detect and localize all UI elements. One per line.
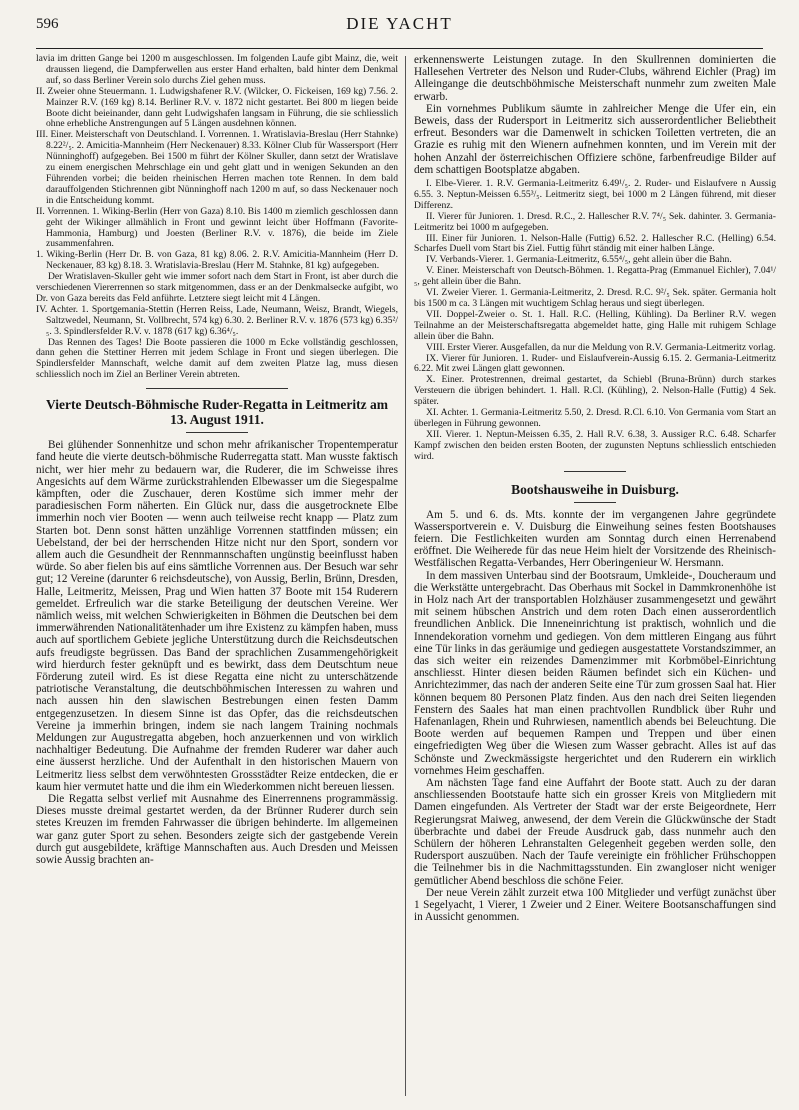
rowing-results-continued [36, 54, 398, 381]
article-paragraph: Der neue Verein zählt zurzeit etwa 100 Mitglieder und verfügt zunächst über 1 Segelyacht, 1 Vierer, 1 Zweier und 2 Einer. Weitere Bootsanschaffungen sind in Aussicht genommen. [414, 886, 776, 924]
result-paragraph: III. Einer für Junioren. 1. Nelson-Halle (Futtig) 6.52. 2. Hallescher R.C. (Helling) 6.54. Scharfes Duell vom Start bis Ziel. Futtig führt ständig mit einer halben Länge. [414, 232, 776, 255]
article-paragraph: Ein vornehmes Publikum säumte in zahlreicher Menge die Ufer ein, ein Beweis, dass der Rudersport in Leitmeritz sich ausserordentlicher Beliebtheit erfreut. Besonders war die Damenwelt in schicken Toiletten vertreten, die an Grazie es ruhig mit den Wienern aufnehmen konnten, und im Verein mit der hohen Anzahl der österreichischen Offiziere schöne, farbenfreudige Bilder auf dem schattigen Bootsplatze abgaben. [414, 102, 776, 176]
header-rule [36, 48, 763, 49]
result-paragraph: XII. Vierer. 1. Neptun-Meissen 6.35, 2. Hall R.V. 6.38, 3. Aussiger R.C. 6.48. Scharfer Kampf zwischen den beiden ersten Booten, der zugunsten Neptuns schliesslich entschieden wird. [414, 428, 776, 462]
result-paragraph: IX. Vierer für Junioren. 1. Ruder- und Eislaufverein-Aussig 6.15. 2. Germania-Leitmeritz 6.22. Mit zwei Längen glatt gewonnen. [414, 352, 776, 375]
running-title: DIE YACHT [346, 14, 453, 33]
result-paragraph: 1. Wiking-Berlin (Herr Dr. B. von Gaza, 81 kg) 8.06. 2. R.V. Amicitia-Mannheim (Herr D. Neckenauer, 83 kg) 8.18. 3. Wratislavia-Breslau (Herr M. Stahnke, 81 kg) aufgegeben. [36, 249, 398, 272]
section-separator [574, 502, 616, 503]
regatta-results [414, 179, 776, 463]
article-paragraph: Die Regatta selbst verlief mit Ausnahme des Einerrennens programmässig. Dieses musste dreimal gestartet werden, da der Brünner Ruderer durch sein stetes Kreuzen im fremden Fahrwasser die übrigen behinderte. Im allgemeinen war ganz guter Sport zu sehen. Besonders zeigte sich der gastgebende Verein durch gut ausgebildete, kräftige Mannschaften aus. Auch Dresden und Meissen sowie Aussig brachten an- [36, 793, 398, 867]
result-paragraph: lavia im dritten Gange bei 1200 m ausgeschlossen. Im folgenden Laufe gibt Mainz, die, weit draussen liegend, die Dampferwellen aus erster Hand erhalten, bald hinter dem Denkmal auf, so dass Berliner Verein solo durchs Ziel gehen muss. [36, 53, 398, 86]
left-column [36, 54, 398, 866]
article-paragraph: Am nächsten Tage fand eine Auffahrt der Boote statt. Auch zu der daran anschliessenden Bootstaufe hatte sich ein grosser Kreis von Mitgliedern mit Damen eingefunden. Als Vertreter der Stadt war der erste Beigeordnete, Herr Regierungsrat Maiweg, anwesend, der dem Verein die Glückwünsche der Stadt überbrachte und dabei der Freude Ausdruck gab, dass nunmehr auch den Schülern der höheren Lehranstalten Gelegenheit gegeben werden solle, den Rudersport auszuüben. Nach der Taufe vereinigte ein fröhlicher Frühschoppen die Teilnehmer bis in die Nachmittagsstunden. Ein zwangloser nicht weniger gemütlicher Abend beschloss die schöne Feier. [414, 777, 776, 887]
article-body [36, 439, 398, 866]
result-paragraph: II. Vierer für Junioren. 1. Dresd. R.C., 2. Hallescher R.V. 7⁴/₅ Sek. dahinter. 3. Germania-Leitmeritz bei 1000 m aufgegeben. [414, 210, 776, 233]
page-number: 596 [36, 16, 59, 32]
article-title: Bootshausweihe in Duisburg. [511, 481, 679, 497]
article-paragraph: In dem massiven Unterbau sind der Bootsraum, Umkleide-, Doucheraum und die Werkstätte untergebracht. Das Oberhaus mit Sockel in Dammkronenhöhe ist in Holz nach Art der transportablen Holzhäuser zusammengesetzt und gewährt mit seinem hübschen Anstrich und dem roten Dach einen ausserordentlich freundlichen Anblick. Die Inneneinrichtung ist praktisch, wohnlich und die Innendekoration vornehm und gediegen. Von dem mittleren Eingang aus führt eine Tür links in das geräumige und gediegen ausgestattete Vorstandszimmer, an das sich weiter ein reizendes Damenzimmer mit Korbmöbel-Einrichtung anschliesst. Hinter diesen beiden Räumen befindet sich ein Küchen- und Anrichtezimmer, das nach der anderen Seite eine Tür zum grossen Saal hat. Hier können bequem 80 Personen Platz finden. Aus den nach drei Seiten liegenden Fenstern des Saales hat man einen prachtvollen Rundblick über Ruhr und Hafenanlagen, Rhein und Ruhrwiesen, namentlich abends bei Beleuchtung. Die Boote werden auf bequemen Rampen und Treppen und über einen eingefriedigten Weg über die Wiesen zum Wasser gebracht. Alles ist auf das Schönste und Zweckmässigste hergerichtet und den Ruderern ein wirklich vornehmes Heim geschaffen. [414, 569, 776, 777]
result-paragraph: XI. Achter. 1. Germania-Leitmeritz 5.50, 2. Dresd. R.Cl. 6.10. Von Germania vom Start an überlegen in Führung gewonnen. [414, 407, 776, 429]
result-paragraph: III. Einer. Meisterschaft von Deutschland. I. Vorrennen. 1. Wratislavia-Breslau (Herr Stahnke) 8.22²/₅. 2. Amicitia-Mannheim (Herr Neckenauer) 8.33. Kölner Club für Wassersport (Herr Nünninghoff) aufgegeben. Bei 1500 m führt der Kölner Skuller, dann setzt der Wratislave zu einem energischen Mehrschlage ein und geht glatt und in wenigen Sekunden an den Führenden vorbei; die beiden rheinischen Herren machen tote Rennen. In dem bald darauffolgenden Stichrennen gibt Nünninghoff nach 1200 m auf, so dass Neckenauer noch in die Entscheidung kommt. [36, 129, 398, 206]
page-header [0, 0, 799, 50]
article-paragraph: Am 5. und 6. ds. Mts. konnte der im vergangenen Jahre gegründete Wassersportverein e. V. Duisburg die Einweihung seines festen Bootshauses feiern. Die Festlichkeiten wurden am Sonntag durch einen Herrenabend eröffnet. Die Weiherede für das neue Heim hielt der Vorsitzende des Rheinisch-Westfälischen Regatta-Verbandes, Herr Oberingenieur W. Hersmann. [414, 508, 776, 570]
article-title: Vierte Deutsch-Böhmische Ruder-Regatta in Leitmeritz am 13. August 1911. [45, 397, 389, 428]
result-paragraph: II. Vorrennen. 1. Wiking-Berlin (Herr von Gaza) 8.10. Bis 1400 m ziemlich geschlossen dann geht der Wikinger allmählich in Front und gewinnt leicht über Hoffmann (Favorite-Hammonia, Hamburg) und Joesten (Berliner R.V. v. 1876), die beide im Ziele zusammenfahren. [36, 205, 398, 250]
article-body [414, 509, 776, 924]
result-paragraph: IV. Verbands-Vierer. 1. Germania-Leitmeritz, 6.55⁴/₅, geht allein über die Bahn. [426, 254, 732, 266]
article-paragraph: erkennenswerte Leistungen zutage. In den Skullrennen dominierten die Hallesehen Vertreter des Nelson und Ruder-Clubs, während Eichler (Prag) im Alleingange die deutschböhmische Meisterschaft nunmehr zum zweiten Male erwarb. [414, 54, 776, 103]
article-paragraph: Bei glühender Sonnenhitze und schon mehr afrikanischer Tropentemperatur fand heute die vierte deutsch-böhmische Ruderregatta statt. Man wusste faktisch nicht, wer hier mehr zu bedauern war, die Ruderer, die im Schweisse ihres Angesichts auf dem Wärme zurückstrahlenden Elbewasser um die Siegespalme kämpften, oder die Zuschauer, deren Kostüme sich immer mehr der paradiesischen Form näherten. Ein Glück nur, dass die ausgetrocknete Elbe immerhin noch vier Booten — wenn auch teilweise recht knapp — Platz zum Starten bot. Denn sonst hätten unzählige Vorrennen stattfinden müssen; ein Uebelstand, der bei der herrschenden Hitze nicht nur den Sport, sondern vor allem auch die Gesundheit der Rennmannschaften ungünstig beeinflusst haben würde. So aber fielen bis auf eins sämtliche Vorrennen aus. Der Besuch war sehr gut; 12 Vereine (darunter 6 reichsdeutsche), von Aussig, Berlin, Brünn, Dresden, Halle, Leitmeritz, Meissen, Prag und Wien hatten 37 Boote mit 154 Ruderern gemeldet. Erfreulich war die starke Beteiligung der deutschen Vereine. Wer nämlich weiss, mit welchen Schwierigkeiten in Böhmen die Deutschen bei dem immerwährenden Nationalitätenhader um ihre Existenz zu kämpfen haben, muss auch auf sportlichem Gebiete jegliche Unterstützung durch die Reichsdeutschen aufs freudigste begrüssen. Das Band der sprachlichen Zusammengehörigkeit wird hierdurch fester geknüpft und es bewirkt, dass dem Deutschtum neue Förderung zuteil wird. Es ist diese Regatta eine nicht zu unterschätzende patriotische Veranstaltung, die deutschböhmischen Interessen zu wahren und nach aussen hin den slawischen Bestrebungen einen festen Damm entgegenzusetzen. In diesem Sinne ist das Opfer, das die reichsdeutschen Vereine ja immerhin bringen, indem sie nach langem Training nochmals Meldungen zur Augustregatta abgeben, hoch anzuerkennen und von wirklich nachhaltiger Bedeutung. Die Aufnahme der fremden Ruderer war daher auch eine äusserst herzliche. Und der Aufenthalt in den historischen Mauern von Leitmeritz liess selbst dem verwöhntesten Grossstädter Reize entdecken, die er kaum hier vermutet hatte und die ihm ein Wiederkommen nicht bereuen liessen. [36, 439, 398, 793]
right-column [414, 54, 776, 924]
result-paragraph: VIII. Erster Vierer. Ausgefallen, da nur die Meldung von R.V. Germania-Leitmeritz vorlag. [426, 341, 776, 353]
result-paragraph: X. Einer. Protestrennen, dreimal gestartet, da Schiebl (Bruna-Brünn) durch starkes Versteuern die übrigen behindert. 1. Hall. R.Cl. (Kühling), 2. Nelson-Halle (Futtig) 4 Sek. später. [414, 374, 776, 408]
result-paragraph: Das Rennen des Tages! Die Boote passieren die 1000 m Ecke vollständig geschlossen, dann gehen die Stettiner Herren mit jedem Schlage in Front und siegen überlegen. Die Spindlersfelder Mannschaft, welche damit auf dem zweiten Platze lag, muss diesen schliesslich noch im Ziel an Berliner Verein abtreten. [36, 336, 398, 381]
article-continuation [414, 54, 776, 176]
result-paragraph: II. Zweier ohne Steuermann. 1. Ludwigshafener R.V. (Wilcker, O. Fickeisen, 169 kg) 7.56. 2. Mainzer R.V. (169 kg) 8.14. Berliner R.V. v. 1872 nicht gestartet. Bei 800 m liegen beide Boote dicht beieinander, dann geht Ludwigshafen langsam in Führung, die sie schliesslich ohne erhebliche Anstrengungen auf 5 Längen ausdehnen können. [36, 85, 398, 130]
result-paragraph: VII. Doppel-Zweier o. St. 1. Hall. R.C. (Helling, Kühling). Da Berliner R.V. wegen Teilnahme an der Meisterschaftsregatta abgemeldet hatte, ging Halle mit ruhigem Schlage allein über die Bahn. [414, 308, 776, 342]
result-paragraph: V. Einer. Meisterschaft von Deutsch-Böhmen. 1. Regatta-Prag (Emmanuel Eichler), 7.04¹/₅, geht allein über die Bahn. [414, 265, 776, 288]
result-paragraph: VI. Zweier Vierer. 1. Germania-Leitmeritz, 2. Dresd. R.C. 9²/₅ Sek. später. Germania holt bis 1500 m ca. 3 Längen mit wuchtigem Schlag heraus und siegt überlegen. [414, 287, 776, 309]
result-paragraph: Der Wratislaven-Skuller geht wie immer sofort nach dem Start in Front, ist aber durch die verschiedenen Viererrennen so stark mitgenommen, dass er an der Denkmalsecke aufgibt, wo Dr. von Gaza bereits das Feld anführte. Letztere siegt leicht mit 4 Längen. [36, 271, 398, 304]
section-separator [146, 388, 288, 389]
result-paragraph: I. Elbe-Vierer. 1. R.V. Germania-Leitmeritz 6.49¹/₅. 2. Ruder- und Eislaufvere n Aussig 6.55. 3. Neptun-Meissen 6.55³/₅. Leitmeritz siegt, bei 1000 m 2 Längen führend, mit dieser Differenz. [414, 178, 776, 211]
section-separator [564, 471, 626, 472]
result-paragraph: IV. Achter. 1. Sportgemania-Stettin (Herren Reiss, Lade, Neumann, Weisz, Brandt, Wiegels, Saltzwedel, Neumann, St. Vollbrecht, 574 kg) 6.30. 2. Berliner R.V. v. 1876 (573 kg) 6.35²/₅. 3. Spindlersfelder R.V. v. 1878 (617 kg) 6.36⁴/₅. [36, 303, 398, 337]
section-separator [186, 432, 248, 433]
column-divider [405, 56, 406, 1096]
